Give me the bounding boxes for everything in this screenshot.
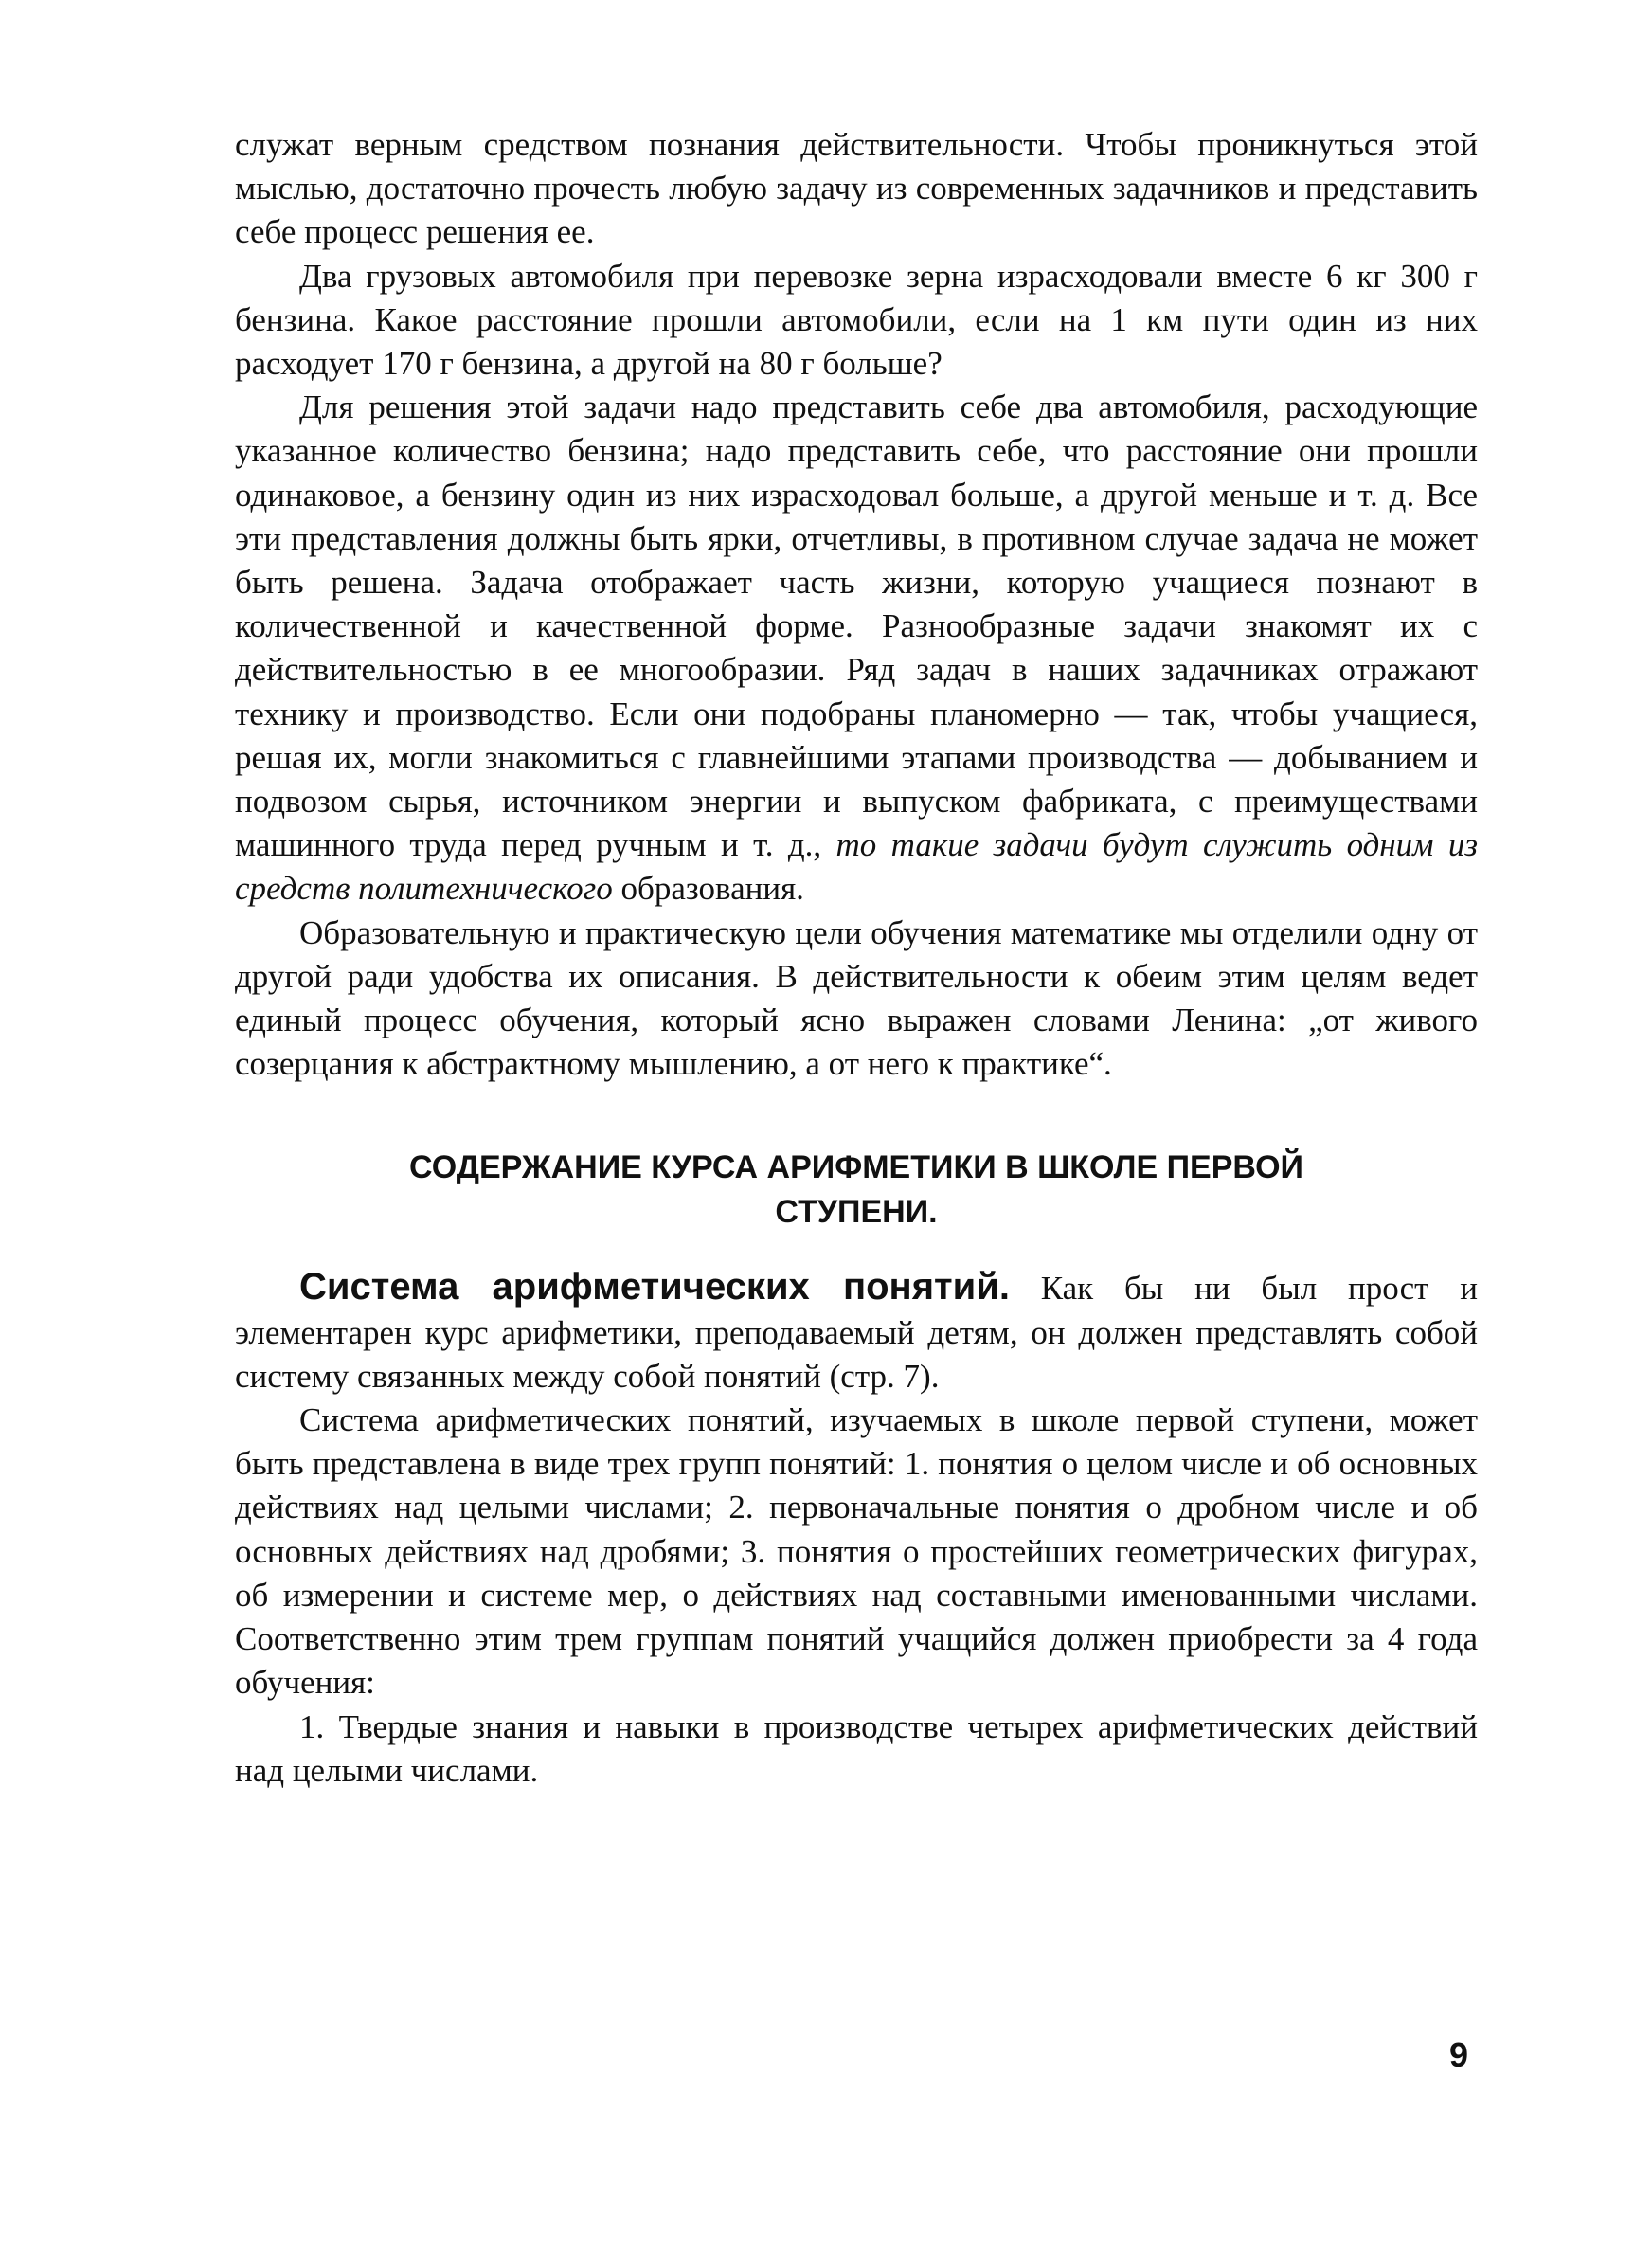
section-heading-line2: СТУПЕНИ. xyxy=(775,1194,938,1231)
paragraph-intro: служат верным средством познания действительности. Чтобы проникнуться этой мыслью, достаточно прочесть любую задачу из современных задачников и представить себе процесс решения ее. xyxy=(235,126,1478,251)
paragraph-problem: Два грузовых автомобиля при перевозке зерна израсходовали вместе 6 кг 300 г бензина. Какое расстояние прошли автомобили, если на 1 км пути один из них расходует 170 г бензина, а другой на 80 г больше? xyxy=(235,257,1478,383)
paragraph-system xyxy=(235,1265,1478,1399)
section-heading xyxy=(235,1146,1478,1235)
solution-end-text: образования. xyxy=(620,870,804,908)
paragraph-item-1: 1. Твердые знания и навыки в производстве четырех арифметических действий над целыми числами. xyxy=(235,1707,1478,1789)
system-text: Как бы ни был прост и элементарен курс арифметики, преподаваемый детям, он должен представлять собой систему связанных между собой понятий (стр. 7). xyxy=(235,1270,1478,1395)
solution-text: Для решения этой задачи надо представить себе два автомобиля, расходующие указанное количество бензина; надо представить себе, что расстояние они прошли одинаковое, а бензину один из них израсходовал больше, а другой меньше и т. д. Все эти представления должны быть ярки, отчетливы, в противном случае задача не может быть решена. Задача отображает часть жизни, которую учащиеся познают в количественной и качественной форме. Разнообразные задачи знакомят их с действительностью в ее многообразии. Ряд задач в наших задачниках отражают технику и производство. Если они подобраны планомерно — так, чтобы учащиеся, решая их, могли знакомиться с главнейшими этапами производства — добыванием и подвозом сырья, источником энергии и выпуском фабриката, с преимуществами машинного труда перед ручным и т. д., xyxy=(235,388,1478,864)
page-body xyxy=(235,123,1478,1793)
section-heading-line1: СОДЕРЖАНИЕ КУРСА АРИФМЕТИКИ В ШКОЛЕ ПЕРВОЙ xyxy=(409,1149,1303,1186)
paragraph-groups: Система арифметических понятий, изучаемых в школе первой ступени, может быть представлена в виде трех групп понятий: 1. понятия о целом числе и об основных действиях над целыми числами; 2. первоначальные понятия о дробном числе и об основных действиях над дробями; 3. понятия о простейших геометрических фигурах, об измерении и системе мер, о действиях над составными именованными числами. Соответственно этим трем группам понятий учащийся должен приобрести за 4 года обучения: xyxy=(235,1401,1478,1702)
page-number: 9 xyxy=(1449,2035,1469,2074)
paragraph-goals: Образовательную и практическую цели обучения математике мы отделили одну от другой ради удобства их описания. В действительности к обеим этим целям ведет единый процесс обучения, который ясно выражен словами Ленина: „от живого созерцания к абстрактному мышлению, а от него к практике“. xyxy=(235,913,1478,1083)
subsection-title: Система арифметических понятий. xyxy=(299,1266,1010,1309)
paragraph-solution xyxy=(235,386,1478,911)
solution-italic-text: то такие задачи будут служить одним из средств политехнического xyxy=(235,826,1479,908)
